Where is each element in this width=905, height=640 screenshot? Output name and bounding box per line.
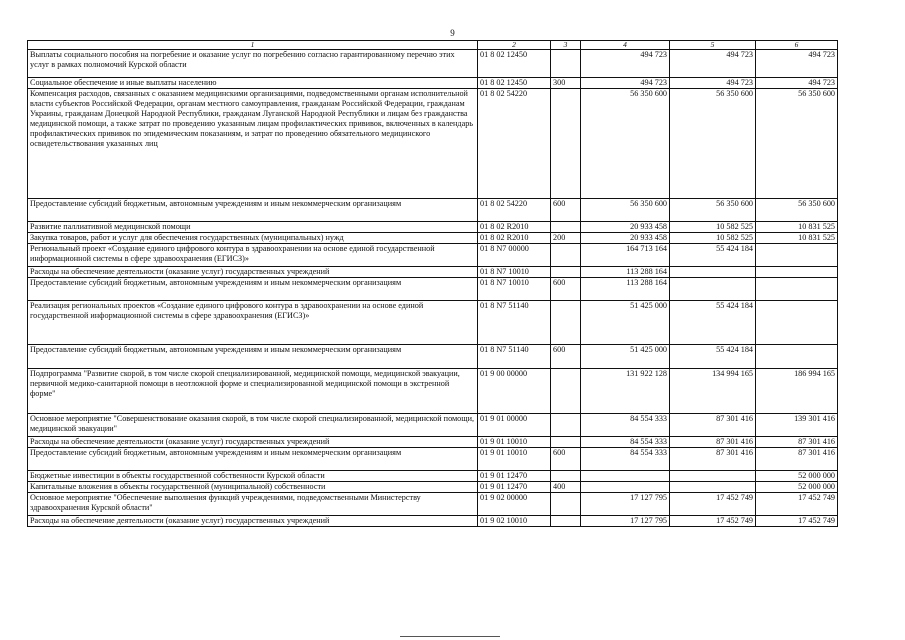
column-header: 1 [28,41,478,50]
table-row [28,345,838,369]
row-value-col4 [581,471,670,482]
table-row [28,471,838,482]
row-value-col5: 10 582 525 [670,222,756,233]
row-value-col6 [756,267,838,278]
row-value-col4: 56 350 600 [581,199,670,222]
row-value-col4 [581,482,670,493]
row-value-col4: 164 713 164 [581,244,670,267]
row-code: 01 8 N7 51140 [478,345,551,369]
row-value-col5 [670,482,756,493]
table-row [28,516,838,527]
scan-edge-mark [400,636,500,637]
row-value-col6: 87 301 416 [756,448,838,471]
table-row [28,493,838,516]
row-value-col6: 17 452 749 [756,516,838,527]
row-expense-type [551,414,581,437]
column-header: 4 [581,41,670,50]
row-value-col6: 56 350 600 [756,199,838,222]
row-code: 01 8 02 R2010 [478,222,551,233]
row-name: Региональный проект «Создание единого цифрового контура в здравоохранении на основе единой государственной информационной системы в сфере здравоохранения (ЕГИСЗ)» [28,244,478,267]
table-row [28,233,838,244]
row-expense-type: 600 [551,448,581,471]
row-code: 01 8 02 12450 [478,78,551,89]
table-row [28,222,838,233]
row-value-col4: 56 350 600 [581,89,670,199]
row-name: Капитальные вложения в объекты государственной (муниципальной) собственности [28,482,478,493]
row-name: Расходы на обеспечение деятельности (оказание услуг) государственных учреждений [28,437,478,448]
row-value-col6: 56 350 600 [756,89,838,199]
row-name: Расходы на обеспечение деятельности (оказание услуг) государственных учреждений [28,267,478,278]
row-value-col6 [756,301,838,345]
row-value-col4: 84 554 333 [581,448,670,471]
row-name: Закупка товаров, работ и услуг для обеспечения государственных (муниципальных) нужд [28,233,478,244]
table-row [28,50,838,78]
row-expense-type [551,244,581,267]
row-value-col4: 20 933 458 [581,222,670,233]
row-value-col6: 10 831 525 [756,233,838,244]
row-value-col6 [756,345,838,369]
row-expense-type [551,516,581,527]
table-row [28,89,838,199]
row-value-col6: 494 723 [756,50,838,78]
row-value-col5: 87 301 416 [670,437,756,448]
row-value-col6: 10 831 525 [756,222,838,233]
row-value-col5 [670,267,756,278]
row-code: 01 9 01 12470 [478,471,551,482]
row-name: Социальное обеспечение и иные выплаты населению [28,78,478,89]
row-name: Основное мероприятие "Совершенствование оказания скорой, в том числе скорой специализированной, медицинской помощи, медицинской эвакуации" [28,414,478,437]
row-expense-type: 300 [551,78,581,89]
table-row [28,414,838,437]
row-value-col5: 494 723 [670,50,756,78]
row-value-col6: 17 452 749 [756,493,838,516]
row-value-col5: 134 994 165 [670,369,756,414]
row-code: 01 8 02 R2010 [478,233,551,244]
row-value-col6: 52 000 000 [756,471,838,482]
row-expense-type [551,301,581,345]
row-expense-type: 600 [551,199,581,222]
row-name: Расходы на обеспечение деятельности (оказание услуг) государственных учреждений [28,516,478,527]
row-code: 01 8 N7 00000 [478,244,551,267]
row-value-col4: 84 554 333 [581,437,670,448]
row-value-col5: 10 582 525 [670,233,756,244]
row-name: Развитие паллиативной медицинской помощи [28,222,478,233]
row-expense-type [551,267,581,278]
table-row [28,448,838,471]
row-value-col6: 52 000 000 [756,482,838,493]
row-value-col4: 494 723 [581,50,670,78]
row-value-col6: 139 301 416 [756,414,838,437]
row-value-col5: 55 424 184 [670,301,756,345]
row-expense-type [551,493,581,516]
row-value-col4: 17 127 795 [581,516,670,527]
row-expense-type [551,471,581,482]
row-code: 01 8 N7 10010 [478,267,551,278]
table-row [28,267,838,278]
row-expense-type [551,50,581,78]
row-value-col6: 87 301 416 [756,437,838,448]
row-code: 01 9 02 00000 [478,493,551,516]
column-header: 6 [756,41,838,50]
row-expense-type [551,222,581,233]
row-name: Предоставление субсидий бюджетным, автономным учреждениям и иным некоммерческим организациям [28,199,478,222]
table-row [28,244,838,267]
row-expense-type [551,437,581,448]
row-code: 01 9 00 00000 [478,369,551,414]
row-code: 01 8 02 54220 [478,89,551,199]
row-expense-type: 600 [551,278,581,301]
row-value-col5: 55 424 184 [670,345,756,369]
row-name: Выплаты социального пособия на погребение и оказание услуг по погребению согласно гарантированному перечню этих услуг в рамках полномочий Курской области [28,50,478,78]
row-expense-type: 600 [551,345,581,369]
column-header: 2 [478,41,551,50]
row-expense-type [551,369,581,414]
row-name: Компенсация расходов, связанных с оказанием медицинскими организациями, подведомственными органам исполнительной власти субъектов Российской Федерации, органам местного самоуправления, гражданам Российской Федерации, гражданам Украины, гражданам Донецкой Народной Республики, гражданам Луганской Народной Республики и лицам без гражданства медицинской помощи, а также затрат по проведению указанным лицам профилактических прививок, включенных в календарь профилактических прививок по эпидемическим показаниям, и затрат по проведению обязательного медицинского освидетельствования указанных лиц [28,89,478,199]
row-name: Бюджетные инвестиции в объекты государственной собственности Курской области [28,471,478,482]
row-value-col4: 20 933 458 [581,233,670,244]
row-value-col5: 56 350 600 [670,89,756,199]
row-code: 01 8 N7 51140 [478,301,551,345]
row-value-col4: 131 922 128 [581,369,670,414]
row-value-col6 [756,278,838,301]
row-value-col4: 494 723 [581,78,670,89]
row-code: 01 9 01 12470 [478,482,551,493]
table-row [28,199,838,222]
row-value-col4: 113 288 164 [581,278,670,301]
table-row [28,482,838,493]
row-value-col5: 17 452 749 [670,493,756,516]
row-code: 01 9 01 10010 [478,448,551,471]
row-name: Предоставление субсидий бюджетным, автономным учреждениям и иным некоммерческим организациям [28,345,478,369]
row-value-col4: 84 554 333 [581,414,670,437]
table-row [28,278,838,301]
row-code: 01 8 N7 10010 [478,278,551,301]
row-expense-type: 400 [551,482,581,493]
row-name: Предоставление субсидий бюджетным, автономным учреждениям и иным некоммерческим организациям [28,448,478,471]
row-name: Основное мероприятие "Обеспечение выполнения функций учреждениями, подведомственными Министерству здравоохранения Курской области" [28,493,478,516]
row-code: 01 8 02 54220 [478,199,551,222]
row-value-col5: 87 301 416 [670,448,756,471]
column-header: 5 [670,41,756,50]
row-value-col5: 494 723 [670,78,756,89]
table-row [28,301,838,345]
row-value-col5 [670,471,756,482]
row-value-col5: 56 350 600 [670,199,756,222]
column-header: 3 [551,41,581,50]
row-value-col4: 113 288 164 [581,267,670,278]
row-name: Реализация региональных проектов «Создание единого цифрового контура в здравоохранении на основе единой государственной информационной системы в сфере здравоохранения (ЕГИСЗ)» [28,301,478,345]
row-value-col4: 51 425 000 [581,345,670,369]
row-value-col5 [670,278,756,301]
row-value-col5: 55 424 184 [670,244,756,267]
budget-table [27,40,838,527]
row-value-col5: 87 301 416 [670,414,756,437]
row-value-col4: 51 425 000 [581,301,670,345]
row-value-col6: 494 723 [756,78,838,89]
table-row [28,78,838,89]
row-value-col6 [756,244,838,267]
row-name: Подпрограмма "Развитие скорой, в том числе скорой специализированной, медицинской помощи, медицинской эвакуации, первичной медико-санитарной помощи в неотложной форме и специализированной медицинской помощи в экстренной форме" [28,369,478,414]
row-expense-type [551,89,581,199]
row-name: Предоставление субсидий бюджетным, автономным учреждениям и иным некоммерческим организациям [28,278,478,301]
row-code: 01 9 01 00000 [478,414,551,437]
row-value-col5: 17 452 749 [670,516,756,527]
table-row [28,437,838,448]
page-number: 9 [450,28,455,38]
row-code: 01 8 02 12450 [478,50,551,78]
table-header-row [28,41,838,50]
row-value-col4: 17 127 795 [581,493,670,516]
row-value-col6: 186 994 165 [756,369,838,414]
row-code: 01 9 01 10010 [478,437,551,448]
row-code: 01 9 02 10010 [478,516,551,527]
table-row [28,369,838,414]
row-expense-type: 200 [551,233,581,244]
